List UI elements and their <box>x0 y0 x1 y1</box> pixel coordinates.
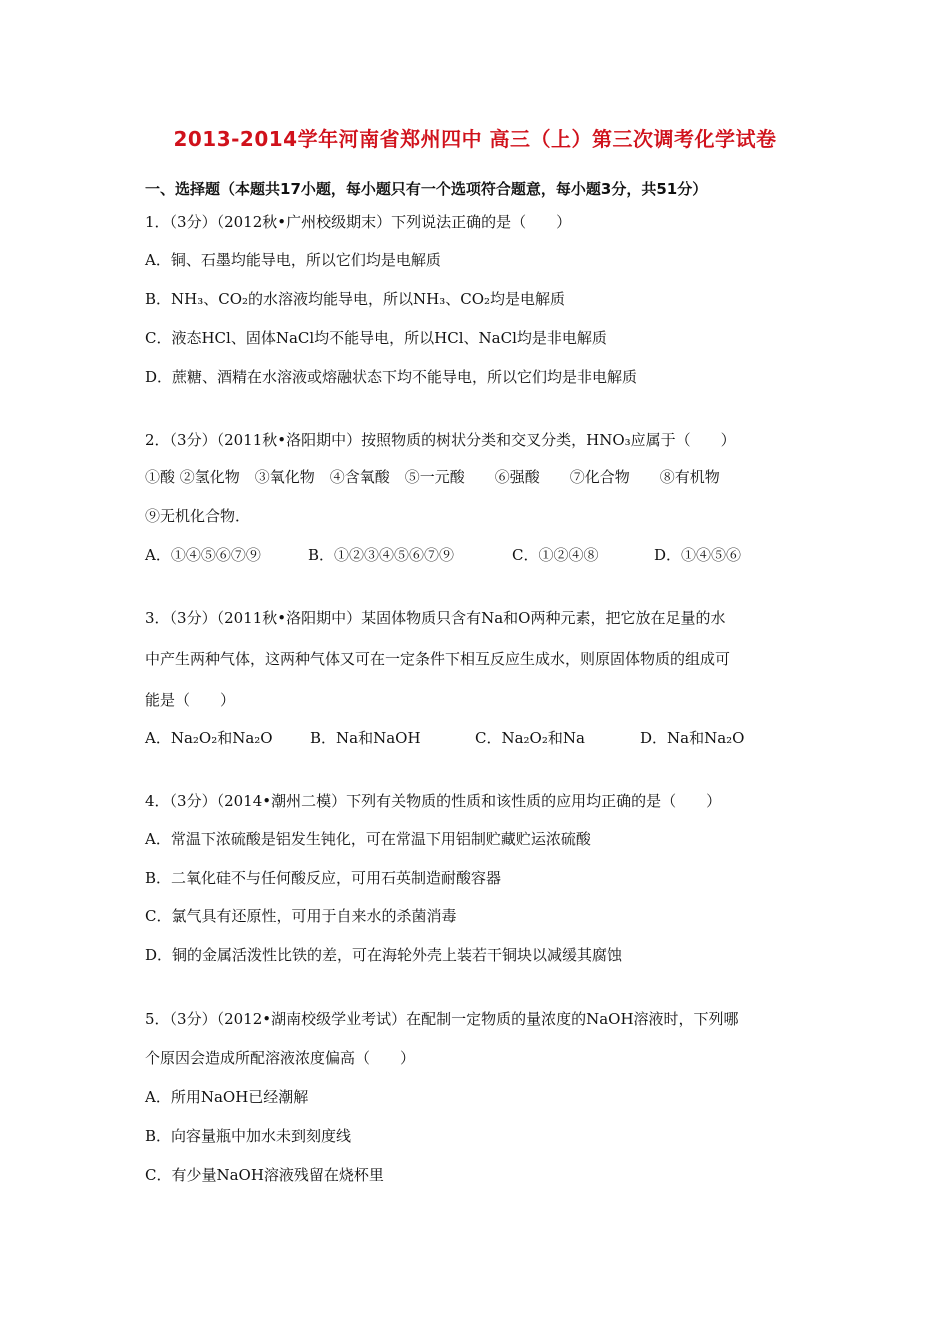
question-2-stem: 2．（3分）（2011秋•洛阳期中）按照物质的树状分类和交叉分类，HNO₃应属于（ ） <box>145 431 736 449</box>
question-5-option-a: A．所用NaOH已经潮解 <box>145 1088 309 1106</box>
question-3-option-b: B．Na和NaOH <box>310 729 421 747</box>
question-1-option-b: B．NH₃、CO₂的水溶液均能导电，所以NH₃、CO₂均是电解质 <box>145 290 566 308</box>
question-5-option-b: B．向容量瓶中加水未到刻度线 <box>145 1127 352 1145</box>
question-3-option-c: C．Na₂O₂和Na <box>475 729 585 747</box>
exam-title: 2013-2014学年河南省郑州四中 高三（上）第三次调考化学试卷 <box>173 127 777 151</box>
question-4-option-a: A．常温下浓硫酸是铝发生钝化，可在常温下用铝制贮藏贮运浓硫酸 <box>145 830 591 848</box>
question-4-option-b: B．二氧化硅不与任何酸反应，可用石英制造耐酸容器 <box>145 869 502 887</box>
question-3-stem-line-3: 能是（ ） <box>145 691 236 709</box>
question-5-option-c: C．有少量NaOH溶液残留在烧杯里 <box>145 1166 384 1184</box>
question-2-option-b: B．①②③④⑤⑥⑦⑨ <box>308 546 455 564</box>
question-5-stem-line-1: 5．（3分）（2012•湖南校级学业考试）在配制一定物质的量浓度的NaOH溶液时，下列哪 <box>145 1010 739 1028</box>
question-5-stem-line-2: 个原因会造成所配溶液浓度偏高（ ） <box>145 1049 416 1067</box>
question-4-option-c: C．氯气具有还原性，可用于自来水的杀菌消毒 <box>145 907 457 925</box>
question-3-option-a: A．Na₂O₂和Na₂O <box>145 729 273 747</box>
question-1-stem: 1．（3分）（2012秋•广州校级期末）下列说法正确的是（ ） <box>145 213 572 231</box>
question-2-option-c: C．①②④⑧ <box>512 546 599 564</box>
question-1-option-c: C．液态HCl、固体NaCl均不能导电，所以HCl、NaCl均是非电解质 <box>145 329 607 347</box>
question-2-option-d: D．①④⑤⑥ <box>654 546 742 564</box>
question-3-option-d: D．Na和Na₂O <box>640 729 745 747</box>
question-2-choices-line-2: ⑨无机化合物． <box>145 507 251 525</box>
question-4-stem: 4．（3分）（2014•潮州二模）下列有关物质的性质和该性质的应用均正确的是（ ） <box>145 792 722 810</box>
question-1-option-d: D．蔗糖、酒精在水溶液或熔融状态下均不能导电，所以它们均是非电解质 <box>145 368 638 386</box>
question-4-option-d: D．铜的金属活泼性比铁的差，可在海轮外壳上装若干铜块以减缓其腐蚀 <box>145 946 623 964</box>
question-2-option-a: A．①④⑤⑥⑦⑨ <box>145 546 261 564</box>
question-2-choices-line-1: ①酸 ②氢化物 ③氧化物 ④含氧酸 ⑤一元酸 ⑥强酸 ⑦化合物 ⑧有机物 <box>145 468 720 486</box>
question-1-option-a: A．铜、石墨均能导电，所以它们均是电解质 <box>145 251 441 269</box>
section-heading: 一、选择题（本题共17小题，每小题只有一个选项符合题意，每小题3分，共51分） <box>145 180 708 198</box>
question-3-stem-line-1: 3．（3分）（2011秋•洛阳期中）某固体物质只含有Na和O两种元素，把它放在足量的水 <box>145 609 726 627</box>
question-3-stem-line-2: 中产生两种气体，这两种气体又可在一定条件下相互反应生成水，则原固体物质的组成可 <box>145 650 731 668</box>
